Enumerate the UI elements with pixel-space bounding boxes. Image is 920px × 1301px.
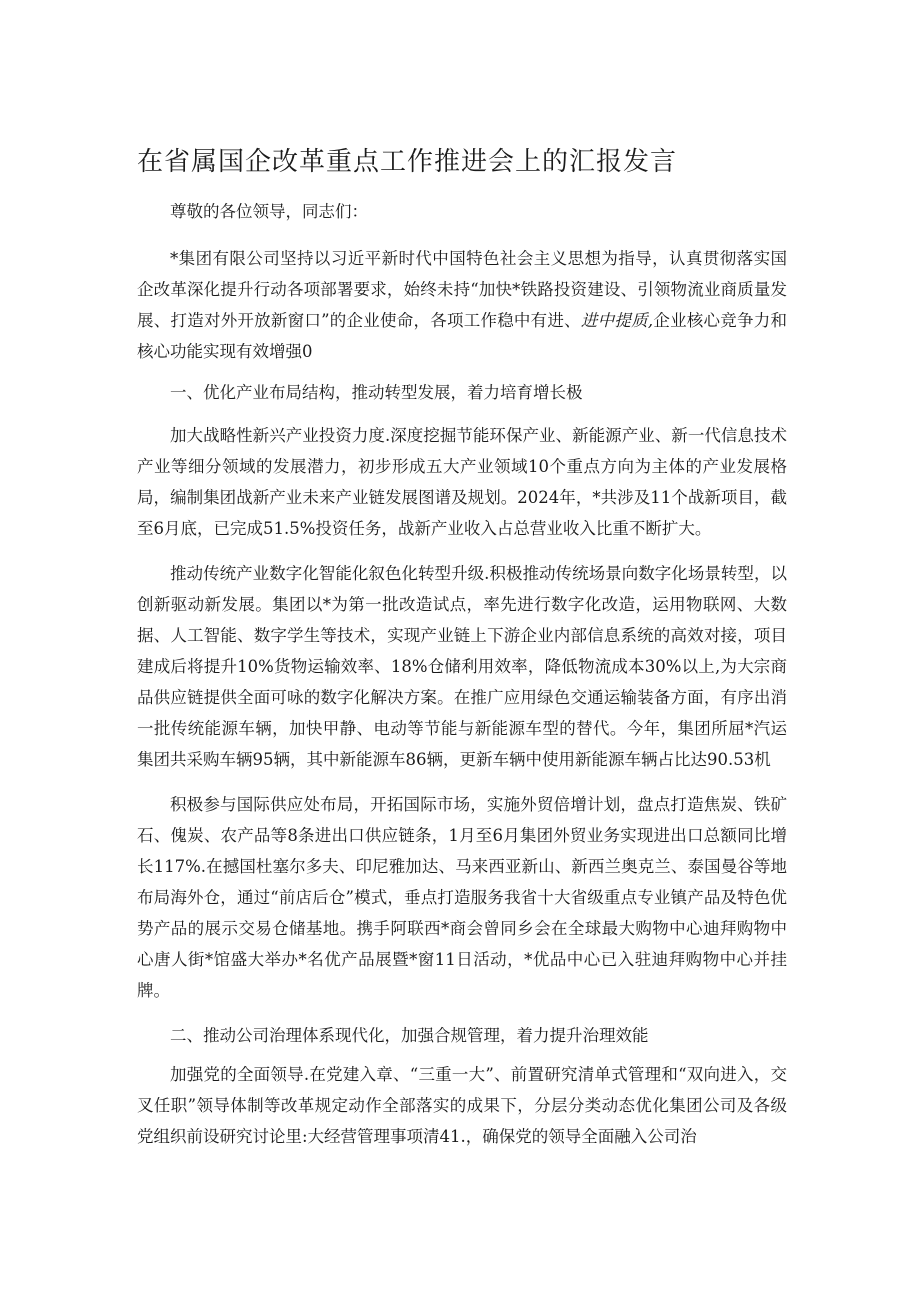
document-body	[137, 196, 787, 1152]
paragraph-party-leadership: 加强党的全面领导.在党建入章、“三重一大”、前置研究清单式管理和“双向进入，交叉任职”领导体制等改革规定动作全部落实的成果下，分层分类动态优化集团公司及各级党组织前设研究讨论里:大经营管理事项清41.，确保党的领导全面融入公司治	[137, 1065, 787, 1146]
paragraph-strategic-industries: 加大战略性新兴产业投资力度.深度挖掘节能环保产业、新能源产业、新一代信息技术产业等细分领域的发展潜力，初步形成五大产业领域10个重点方向为主体的产业发展格局，编制集团战新产业未来产业链发展图谱及规划。2024年，*共涉及11个战新项目，截至6月底，已完成51.5%投资任务，战新产业收入占总营业收入比重不断扩大。	[137, 426, 787, 538]
intro-text-part2: 企业核心竞争力和核心功能实现有效增强0	[137, 311, 788, 361]
document-title: 在省属国企改革重点工作推进会上的汇报发言	[137, 147, 678, 177]
paragraph-digital-transformation: 推动传统产业数字化智能化叙色化转型升级.积极推动传统场景向数字化场景转型，以创新驱动新发展。集团以*为第一批改造试点，率先进行数字化改造，运用物联网、大数据、人工智能、数字学生等技术，实现产业链上下游企业内部信息系统的高效对接，项目建成后将提升10%货物运输效率、18%仓储利用效率，降低物流成本30%以上,为大宗商品供应链提供全面可咏的数字化解决方案。在推广应用绿色交通运输装备方面，有序出消一批传统能源车辆，加快甲静、电动等节能与新能源车型的替代。今年，集团所屈*汽运集团共采购车辆95辆，其中新能源车86辆，更新车辆中使用新能源车辆占比达90.53机	[137, 564, 787, 769]
paragraph-international-supply: 积极参与国际供应处布局，开拓国际市场，实施外贸倍增计划，盘点打造焦炭、铁矿石、傀炭、农产品等8条进出口供应链条，1月至6月集团外贸业务实现进出口总额同比增长117%.在撼国杜塞尔多夫、印尼雅加达、马来西亚新山、新西兰奥克兰、泰国曼谷等地布局海外仓，通过“前店后仓”模式，垂点打造服务我省十大省级重点专业镇产品及特色优势产品的展示交易仓储基地。携手阿联西*商会曾同乡会在全球最大购物中心迪拜购物中心唐人街*馆盛大举办*名优产品展暨*窗11日活动，*优品中心已入驻迪拜购物中心并挂牌。	[137, 795, 787, 1000]
section-heading-1: 一、优化产业布局结构，推动转型发展，着力培育增长极	[170, 383, 583, 402]
intro-text-italic: 进中提质,	[580, 311, 654, 330]
section-heading-2: 二、推动公司治理体系现代化，加强合规管理，着力提升治理效能	[170, 1026, 649, 1045]
intro-paragraph	[137, 243, 787, 367]
greeting: 尊敬的各位领导，同志们：	[170, 202, 368, 221]
intro-text-part1: *集团有限公司坚持以习近平新时代中国特色社会主义思想为指导，认真贯彻落实国企改革深化提升行动各项部署要求，始终未持“加快*铁路投资建设、引领物流业商质量发展、打造对外开放新窗口”的企业使命，各项工作稳中有进、	[137, 249, 787, 330]
